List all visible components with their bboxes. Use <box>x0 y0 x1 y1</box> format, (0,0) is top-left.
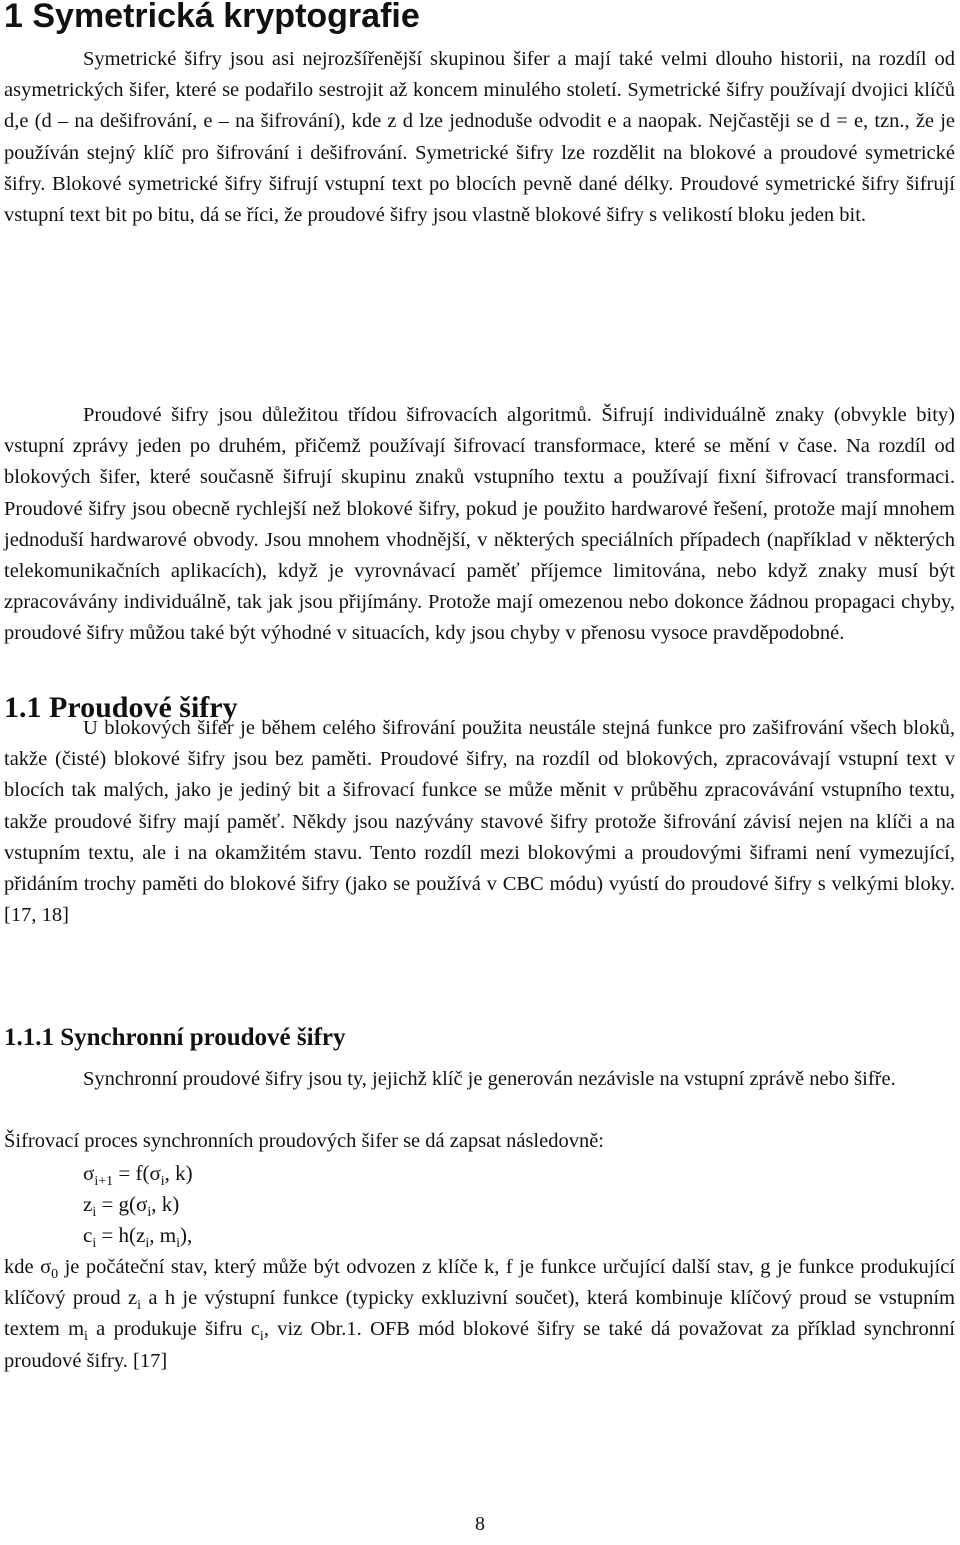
page-number: 8 <box>475 1513 485 1535</box>
sync-explanation-paragraph: kde $\sigma_0$ je počáteční stav, který může být odvozen z klíče k, f je funkce určující další stav, g je funkce produkující klíčový proud $z_i$ a h je výstupní funkce (typicky exkluzivní součet), která kombinuje klíčový proud se vstupním textem $m_i$ a produkuje šifru $c_i$, viz Obr.1. OFB mód blokové šifry se také dá považovat za příklad synchronní proudové šifry. [17] <box>4 1256 955 1372</box>
stream-paragraph-2: U blokových šifer je během celého šifrování použita neustále stejná funkce pro zašifrování všech bloků, takže (čisté) blokové šifry jsou bez paměti. Proudové šifry, na rozdíl od blokových, zpracovávají vstupní text v blocích tak malých, jako je jediný bit a šifrovací funkce se může měnit v průběhu zpracovávání vstupního textu, takže proudové šifry mají paměť. Někdy jsou nazývány stavové šifry protože šifrování závisí nejen na klíči a na vstupním textu, ale i na okamžitém stavu. Tento rozdíl mezi blokovými a proudovými šiframi není vymezující, přidáním trochy paměti do blokové šifry (jako se používá v CBC módu) vyústí do proudové šifry s velkými bloky. [17, 18] <box>4 717 955 927</box>
sync-paragraph: Synchronní proudové šifry jsou ty, jejichž klíč je generován nezávisle na vstupní zprávě nebo šifře. <box>83 1068 896 1090</box>
formula-output: $c_i = h(z_i$, $m_i$), <box>83 1223 193 1252</box>
heading-symmetric-cryptography: 1 Symetrická kryptografie <box>4 0 420 35</box>
sync-intro-line: Šifrovací proces synchronních proudových šifer se dá zapsat následovně: <box>4 1130 605 1152</box>
formula-keystream: $z_i = g(\sigma_i$, k) <box>83 1192 180 1221</box>
intro-paragraph: Symetrické šifry jsou asi nejrozšířenější skupinou šifer a mají také velmi dlouho historii, na rozdíl od asymetrických šifer, které se podařilo sestrojit až koncem minulého století. Symetrické šifry používají dvojici klíčů d,e (d – na dešifrování, e – na šifrování), kde z d lze jednoduše odvodit e a naopak. Nejčastěji se d = e, tzn., že je používán stejný klíč pro šifrování i dešifrování. Symetrické šifry lze rozdělit na blokové a proudové symetrické šifry. Blokové symetrické šifry šifrují vstupní text po blocích pevně dané délky. Proudové symetrické šifry šifrují vstupní text bit po bitu, dá se říci, že proudové šifry jsou vlastně blokové šifry s velikostí bloku jeden bit. <box>4 48 955 227</box>
formula-state-update: $\sigma_{i+1} = f(\sigma_i$, k) <box>83 1161 193 1190</box>
stream-paragraph-1: Proudové šifry jsou důležitou třídou šifrovacích algoritmů. Šifrují individuálně znaky (obvykle bity) vstupní zprávy jeden po druhém, přičemž používají šifrovací transformace, které se mění v čase. Na rozdíl od blokových šifer, které současně šifrují skupinu znaků vstupního textu a používají fixní šifrovací transformaci. Proudové šifry jsou obecně rychlejší než blokové šifry, pokud je použito hardwarové řešení, protože mají mnohem jednoduší hardwarové obvody. Jsou mnohem vhodnější, v některých speciálních případech (například v některých telekomunikačních aplikacích), když je vyrovnávací paměť příjemce limitována, nebo když znaky musí být zpracovávány individuálně, tak jak jsou přijímány. Protože mají omezenou nebo dokonce žádnou propagaci chyby, proudové šifry můžou také být výhodné v situacích, kdy jsou chyby v přenosu vysoce pravděpodobné. <box>4 404 955 645</box>
heading-synchronous-stream-ciphers: 1.1.1 Synchronní proudové šifry <box>4 1024 346 1051</box>
heading-stream-ciphers: 1.1 Proudové šifry <box>4 691 238 724</box>
